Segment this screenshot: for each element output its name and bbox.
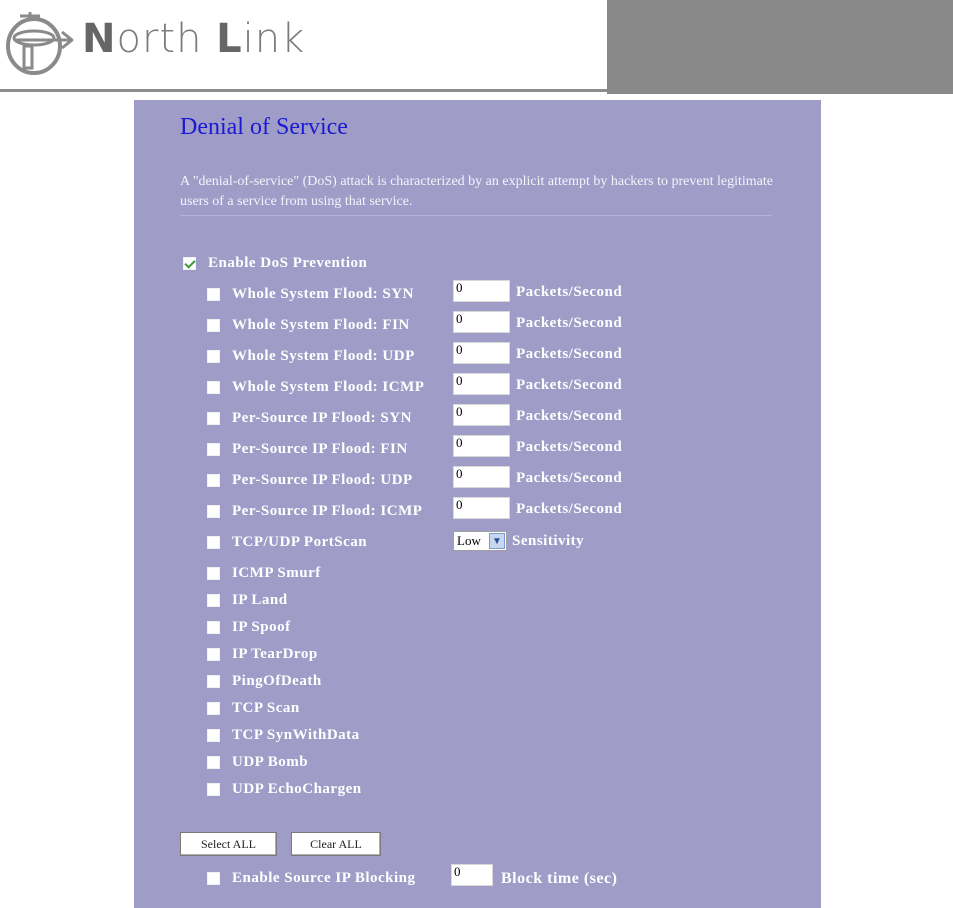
portscan-sensitivity-select[interactable] xyxy=(453,531,507,551)
north-link-logo-icon xyxy=(4,8,76,84)
block-time-unit: Block time (sec) xyxy=(501,870,618,887)
source-blocking-checkbox[interactable] xyxy=(207,872,220,885)
block-time-input[interactable]: 0 xyxy=(451,864,493,886)
flood-unit: Packets/Second xyxy=(516,284,623,300)
option-label: TCP Scan xyxy=(232,699,300,716)
flood-checkbox[interactable] xyxy=(207,412,220,425)
option-label: IP TearDrop xyxy=(232,645,318,662)
option-row xyxy=(207,750,308,774)
flood-row xyxy=(207,406,412,430)
flood-row xyxy=(207,313,410,337)
enable-dos-row xyxy=(183,251,367,275)
flood-unit: Packets/Second xyxy=(516,315,623,331)
clear-all-button[interactable]: Clear ALL xyxy=(291,832,381,856)
flood-row xyxy=(207,344,415,368)
page-title: Denial of Service xyxy=(180,114,348,140)
option-label: IP Land xyxy=(232,591,288,608)
flood-unit: Packets/Second xyxy=(516,377,623,393)
flood-rate-input[interactable]: 0 xyxy=(453,342,510,364)
option-checkbox[interactable] xyxy=(207,729,220,742)
portscan-label: TCP/UDP PortScan xyxy=(232,533,368,550)
header xyxy=(0,0,953,95)
flood-unit: Packets/Second xyxy=(516,470,623,486)
portscan-checkbox[interactable] xyxy=(207,536,220,549)
flood-checkbox[interactable] xyxy=(207,381,220,394)
flood-unit: Packets/Second xyxy=(516,439,623,455)
flood-rate-input[interactable]: 0 xyxy=(453,311,510,333)
description-divider xyxy=(180,215,772,216)
flood-label: Per-Source IP Flood: ICMP xyxy=(232,502,423,519)
flood-label: Per-Source IP Flood: UDP xyxy=(232,471,413,488)
option-checkbox[interactable] xyxy=(207,675,220,688)
flood-rate-input[interactable]: 0 xyxy=(453,404,510,426)
flood-checkbox[interactable] xyxy=(207,443,220,456)
option-row xyxy=(207,669,322,693)
source-blocking-label: Enable Source IP Blocking xyxy=(232,869,416,886)
flood-checkbox[interactable] xyxy=(207,350,220,363)
flood-rate-input[interactable]: 0 xyxy=(453,435,510,457)
option-row xyxy=(207,642,318,666)
flood-checkbox[interactable] xyxy=(207,288,220,301)
flood-label: Whole System Flood: FIN xyxy=(232,316,410,333)
flood-label: Per-Source IP Flood: SYN xyxy=(232,409,412,426)
option-checkbox[interactable] xyxy=(207,702,220,715)
option-row xyxy=(207,588,288,612)
option-checkbox[interactable] xyxy=(207,648,220,661)
header-divider xyxy=(0,89,610,92)
option-row xyxy=(207,561,321,585)
flood-label: Per-Source IP Flood: FIN xyxy=(232,440,408,457)
option-checkbox[interactable] xyxy=(207,783,220,796)
select-all-button[interactable]: Select ALL xyxy=(180,832,277,856)
option-checkbox[interactable] xyxy=(207,567,220,580)
dos-settings-panel xyxy=(134,100,821,908)
option-label: UDP EchoChargen xyxy=(232,780,362,797)
option-row xyxy=(207,723,360,747)
enable-dos-label: Enable DoS Prevention xyxy=(208,254,368,271)
flood-label: Whole System Flood: SYN xyxy=(232,285,414,302)
enable-dos-checkbox[interactable] xyxy=(183,257,196,270)
flood-label: Whole System Flood: UDP xyxy=(232,347,415,364)
chevron-down-icon[interactable]: ▼ xyxy=(489,533,505,549)
flood-label: Whole System Flood: ICMP xyxy=(232,378,425,395)
option-label: TCP SynWithData xyxy=(232,726,360,743)
flood-row xyxy=(207,375,424,399)
flood-row xyxy=(207,468,413,492)
portscan-row xyxy=(207,530,367,554)
option-row xyxy=(207,615,291,639)
flood-row xyxy=(207,437,408,461)
source-blocking-row xyxy=(207,866,416,890)
option-label: IP Spoof xyxy=(232,618,291,635)
flood-unit: Packets/Second xyxy=(516,346,623,362)
option-row xyxy=(207,777,362,801)
portscan-suffix: Sensitivity xyxy=(512,533,585,549)
flood-rate-input[interactable]: 0 xyxy=(453,280,510,302)
flood-row xyxy=(207,499,422,523)
option-checkbox[interactable] xyxy=(207,756,220,769)
flood-checkbox[interactable] xyxy=(207,474,220,487)
option-checkbox[interactable] xyxy=(207,594,220,607)
flood-rate-input[interactable]: 0 xyxy=(453,497,510,519)
option-label: PingOfDeath xyxy=(232,672,322,689)
option-checkbox[interactable] xyxy=(207,621,220,634)
header-banner xyxy=(607,0,953,94)
page-description: A "denial-of-service" (DoS) attack is characterized by an explicit attempt by hackers to prevent legitimate users of a service from using that service. xyxy=(180,174,773,209)
portscan-selected-value: Low xyxy=(457,533,481,548)
option-row xyxy=(207,696,300,720)
flood-rate-input[interactable]: 0 xyxy=(453,373,510,395)
option-label: UDP Bomb xyxy=(232,753,309,770)
brand-name: North Link xyxy=(82,16,306,62)
flood-row xyxy=(207,282,414,306)
flood-checkbox[interactable] xyxy=(207,505,220,518)
flood-unit: Packets/Second xyxy=(516,501,623,517)
flood-rate-input[interactable]: 0 xyxy=(453,466,510,488)
flood-unit: Packets/Second xyxy=(516,408,623,424)
flood-checkbox[interactable] xyxy=(207,319,220,332)
option-label: ICMP Smurf xyxy=(232,564,321,581)
